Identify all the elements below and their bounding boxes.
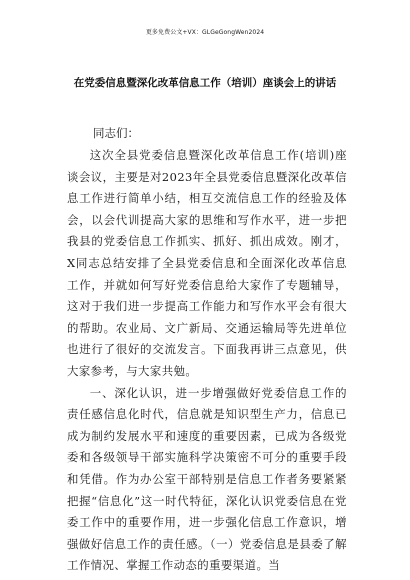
paragraph-section-one: 一、深化认识，进一步增强做好党委信息工作的责任感信息化时代，信息就是知识型生产力，信息已成为制约发展水平和速度的重要因素，已成为各级党委和各级领导干部实施科学决策密不可分的重要手段和凭借。作为办公室干部特别是信息工作者务要紧紧把握“信息化”这一时代特征，深化认识党委信息在党委工作中的重要作用，进一步强化信息工作意识，增强做好信息工作的责任感。（一）党委信息是县委了解工作情况、掌握工作动态的重要渠道。当 [67,385,347,573]
document-title: 在党委信息暨深化改革信息工作（培训）座谈会上的讲话 [73,77,337,89]
salutation: 同志们： [93,126,139,140]
document-body [67,145,347,577]
header-note: 更多免费公文+VX：GLGeGongWen2024 [145,29,265,36]
paragraph-intro: 这次全县党委信息暨深化改革信息工作(培训)座谈会议，主要是对2023年全县党委信息暨深化改革信息工作进行简单小结，相互交流信息工作的经验及体会，以会代训提高大家的思维和写作水平，进一步把我县的党委信息工作抓实、抓好、抓出成效。刚才，X同志总结安排了全县党委信息和全面深化改革信息工作，并就如何写好党委信息给大家作了专题辅导，这对于我们进一步提高工作能力和写作水平会有很大的帮助。农业局、文广新局、交通运输局等先进单位也进行了很好的交流发言。下面我再讲三点意见，供大家参考，与大家共勉。 [67,148,347,378]
